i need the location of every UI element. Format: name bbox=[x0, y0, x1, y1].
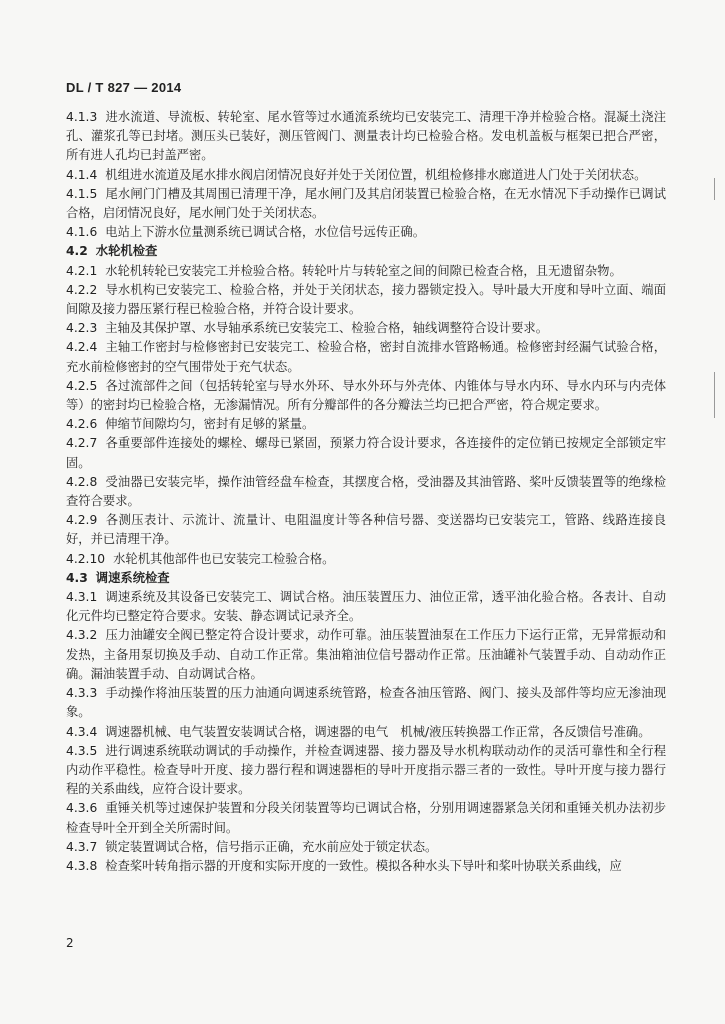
clause-number: 4.3 bbox=[66, 570, 88, 585]
clause-number: 4.2.6 bbox=[66, 417, 98, 432]
section-heading bbox=[66, 569, 666, 588]
clause-text: 各重要部件连接处的螺栓、螺母已紧固，预紧力符合设计要求，各连接件的定位销已按规定全部锁定牢固。 bbox=[66, 436, 666, 470]
clause-number: 4.2.3 bbox=[66, 321, 98, 336]
clause-number: 4.2.1 bbox=[66, 263, 98, 278]
clause-text: 进水流道、导流板、转轮室、尾水管等过水通流系统均已安装完工、清理干净并检验合格。混凝土浇注孔、灌浆孔等已封堵。测压头已装好，测压管阀门、测量表计均已检验合格。发电机盖板与框架已把合严密，所有进人孔均已封盖严密。 bbox=[66, 110, 666, 163]
clause-paragraph bbox=[66, 281, 666, 319]
clause-paragraph bbox=[66, 723, 666, 742]
clause-text: 水轮机其他部件也已安装完工检验合格。 bbox=[113, 551, 335, 566]
clause-text: 检查桨叶转角指示器的开度和实际开度的一致性。模拟各种水头下导叶和桨叶协联关系曲线，应 bbox=[105, 858, 622, 873]
clause-number: 4.3.2 bbox=[66, 628, 98, 643]
clause-text: 调速系统检查 bbox=[95, 570, 170, 585]
clause-paragraph bbox=[66, 588, 666, 626]
clause-text: 主轴及其保护罩、水导轴承系统已安装完工、检验合格，轴线调整符合设计要求。 bbox=[105, 321, 548, 336]
clause-text: 锁定装置调试合格，信号指示正确，充水前应处于锁定状态。 bbox=[105, 839, 438, 854]
clause-number: 4.2.9 bbox=[66, 513, 98, 528]
clause-number: 4.3.1 bbox=[66, 590, 98, 605]
clause-paragraph bbox=[66, 473, 666, 511]
clause-paragraph bbox=[66, 223, 666, 242]
clause-paragraph bbox=[66, 108, 666, 166]
clause-number: 4.3.7 bbox=[66, 839, 98, 854]
clause-paragraph bbox=[66, 434, 666, 472]
clause-paragraph bbox=[66, 185, 666, 223]
clause-text: 压力油罐安全阀已整定符合设计要求，动作可靠。油压装置油泵在工作压力下运行正常，无异常振动和发热，主备用泵切换及手动、自动工作正常。集油箱油位信号器动作正常。压油罐补气装置手动、自动动作正确。漏油装置手动、自动调试合格。 bbox=[66, 628, 666, 681]
clause-number: 4.3.4 bbox=[66, 724, 98, 739]
clause-number: 4.3.8 bbox=[66, 858, 98, 873]
scan-edge-mark bbox=[714, 372, 715, 418]
clause-paragraph bbox=[66, 857, 666, 876]
clause-paragraph bbox=[66, 799, 666, 837]
clause-text: 导水机构已安装完工、检验合格，并处于关闭状态，接力器锁定投入。导叶最大开度和导叶立面、端面间隙及接力器压紧行程已检验合格，并符合设计要求。 bbox=[66, 282, 666, 317]
clause-text: 水轮机检查 bbox=[95, 244, 158, 259]
clause-paragraph bbox=[66, 377, 666, 415]
clause-paragraph bbox=[66, 742, 666, 800]
clause-text: 手动操作将油压装置的压力油通向调速系统管路，检查各油压管路、阀门、接头及部件等均应无渗油现象。 bbox=[66, 686, 666, 720]
clause-paragraph bbox=[66, 626, 666, 684]
clause-text: 各过流部件之间（包括转轮室与导水外环、导水外环与外壳体、内锥体与导水内环、导水内环与内壳体等）的密封均已检验合格，无渗漏情况。所有分瓣部件的各分瓣法兰均已把合严密，符合规定要求。 bbox=[66, 378, 666, 413]
clause-text: 尾水闸门门槽及其周围已清理干净，尾水闸门及其启闭装置已检验合格，在无水情况下手动操作已调试合格，启闭情况良好，尾水闸门处于关闭状态。 bbox=[66, 186, 666, 221]
section-heading bbox=[66, 242, 666, 261]
clause-text: 水轮机转轮已安装完工并检验合格。转轮叶片与转轮室之间的间隙已检查合格，且无遗留杂物。 bbox=[105, 263, 622, 278]
clause-number: 4.2.8 bbox=[66, 474, 98, 489]
clause-number: 4.3.6 bbox=[66, 801, 98, 816]
clause-number: 4.2.10 bbox=[66, 551, 106, 566]
clause-number: 4.2.2 bbox=[66, 282, 98, 297]
clause-paragraph bbox=[66, 684, 666, 722]
clause-text: 调速系统及其设备已安装完工、调试合格。油压装置压力、油位正常，透平油化验合格。各表计、自动化元件均已整定符合要求。安装、静态调试记录齐全。 bbox=[66, 590, 666, 624]
clause-paragraph bbox=[66, 166, 666, 185]
clause-paragraph bbox=[66, 262, 666, 281]
clause-paragraph bbox=[66, 838, 666, 857]
clause-number: 4.1.6 bbox=[66, 225, 98, 240]
clause-paragraph bbox=[66, 415, 666, 434]
clause-text: 机组进水流道及尾水排水阀启闭情况良好并处于关闭位置，机组检修排水廊道进人门处于关闭状态。 bbox=[105, 167, 647, 182]
clause-number: 4.2 bbox=[66, 244, 88, 259]
clause-text: 进行调速系统联动调试的手动操作，并检查调速器、接力器及导水机构联动动作的灵活可靠性和全行程内动作平稳性。检查导叶开度、接力器行程和调速器柜的导叶开度指示器三者的一致性。导叶开度与接力器行程的关系曲线，应符合设计要求。 bbox=[66, 743, 666, 797]
clause-text: 伸缩节间隙均匀，密封有足够的紧量。 bbox=[105, 417, 315, 432]
clause-number: 4.2.7 bbox=[66, 436, 98, 451]
clause-text: 受油器已安装完毕，操作油管经盘车检查，其摆度合格，受油器及其油管路、桨叶反馈装置等的绝缘检查符合要求。 bbox=[66, 474, 666, 509]
clause-number: 4.1.5 bbox=[66, 186, 98, 201]
standard-code-header: DL / T 827 — 2014 bbox=[66, 80, 182, 95]
clause-number: 4.3.3 bbox=[66, 686, 98, 701]
page-number: 2 bbox=[66, 936, 74, 950]
clause-number: 4.3.5 bbox=[66, 743, 98, 758]
scan-edge-mark bbox=[714, 178, 715, 200]
body-text bbox=[66, 108, 666, 876]
clause-paragraph bbox=[66, 319, 666, 338]
clause-number: 4.1.3 bbox=[66, 110, 98, 124]
clause-paragraph bbox=[66, 511, 666, 549]
clause-text: 各测压表计、示流计、流量计、电阻温度计等各种信号器、变送器均已安装完工，管路、线路连接良好，并已清理干净。 bbox=[66, 513, 666, 547]
clause-paragraph bbox=[66, 338, 666, 376]
clause-text: 重锤关机等过速保护装置和分段关闭装置等均已调试合格，分别用调速器紧急关闭和重锤关机办法初步检查导叶全开到全关所需时间。 bbox=[66, 801, 666, 835]
clause-number: 4.2.4 bbox=[66, 340, 98, 355]
clause-number: 4.1.4 bbox=[66, 167, 98, 182]
clause-text: 主轴工作密封与检修密封已安装完工、检验合格，密封自流排水管路畅通。检修密封经漏气试验合格，充水前检修密封的空气围带处于充气状态。 bbox=[66, 340, 666, 374]
clause-text: 调速器机械、电气装置安装调试合格，调速器的电气 机械/液压转换器工作正常，各反馈信号准确。 bbox=[105, 724, 651, 739]
clause-paragraph bbox=[66, 550, 666, 569]
clause-number: 4.2.5 bbox=[66, 378, 98, 393]
clause-text: 电站上下游水位量测系统已调试合格，水位信号远传正确。 bbox=[105, 225, 426, 240]
